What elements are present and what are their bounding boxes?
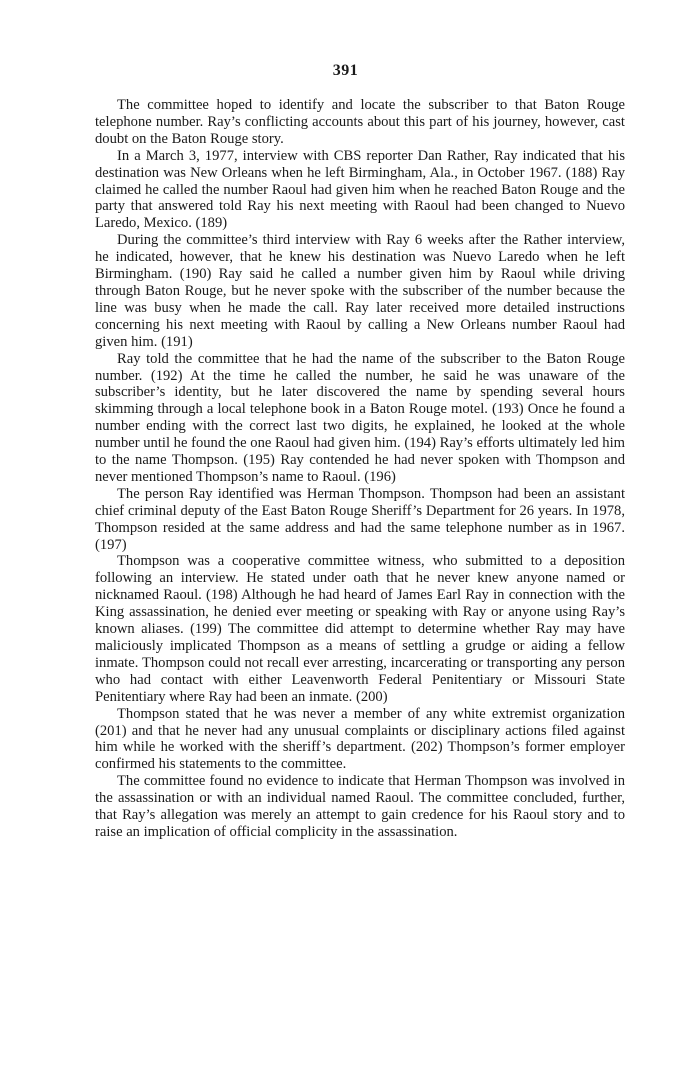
paragraph-4: Ray told the committee that he had the name of the subscriber to the Baton Rouge number. (192) At the time he called the number, he said he was unaware of the subscriber’s identity, but he later discovered the name by spending several hours skimming through a local telephone book in a Baton Rouge motel. (193) Once he found a number ending with the correct last two digits, he explained, he looked at the whole number until he found the one Raoul had given him. (194) Ray’s efforts ultimately led him to the name Thompson. (195) Ray contended he had never spoken with Thompson and never mentioned Thompson’s name to Raoul. (196) [95,350,625,485]
paragraph-7: Thompson stated that he was never a member of any white extremist organization (201) and that he never had any unusual complaints or disciplinary actions filed against him while he worked with the sheriff’s department. (202) Thompson’s former employer confirmed his statements to the committee. [95,705,625,773]
paragraph-8: The committee found no evidence to indicate that Herman Thompson was involved in the assassination or with an individual named Raoul. The committee concluded, further, that Ray’s allegation was merely an attempt to gain credence for his Raoul story and to raise an implication of official complicity in the assassination. [95,773,625,840]
body-text [95,97,625,841]
page-number: 391 [332,62,359,79]
paragraph-2: In a March 3, 1977, interview with CBS reporter Dan Rather, Ray indicated that his destination was New Orleans when he left Birmingham, Ala., in October 1967. (188) Ray claimed he called the number Raoul had given him when he reached Baton Rouge and the party that answered told Ray his next meeting with Raoul had been changed to Nuevo Laredo, Mexico. (189) [95,147,625,232]
paragraph-1: The committee hoped to identify and locate the subscriber to that Baton Rouge telephone number. Ray’s conflicting accounts about this part of his journey, however, cast doubt on the Baton Rouge story. [95,97,625,147]
paragraph-6: Thompson was a cooperative committee witness, who submitted to a deposition following an interview. He stated under oath that he never knew anyone named or nicknamed Raoul. (198) Although he had heard of James Earl Ray in connection with the King assassination, he denied ever meeting or speaking with Ray or anyone using Ray’s known aliases. (199) The committee did attempt to determine whether Ray may have maliciously implicated Thompson as a means of settling a grudge or aiding a fellow inmate. Thompson could not recall ever arresting, incarcerating or transporting any person who had contact with either Leavenworth Federal Penitentiary or Missouri State Penitentiary where Ray had been an inmate. (200) [95,553,625,705]
paragraph-3: During the committee’s third interview with Ray 6 weeks after the Rather interview, he indicated, however, that he knew his destination was Nuevo Laredo when he left Birmingham. (190) Ray said he called a number given him by Raoul while driving through Baton Rouge, but he never spoke with the subscriber of the number because the line was busy when he made the call. Ray later received more detailed instructions concerning his next meeting with Raoul by calling a New Orleans number Raoul had given him. (191) [95,232,625,350]
paragraph-5: The person Ray identified was Herman Thompson. Thompson had been an assistant chief criminal deputy of the East Baton Rouge Sheriff’s Department for 26 years. In 1978, Thompson resided at the same address and had the same telephone number as in 1967. (197) [95,485,625,553]
